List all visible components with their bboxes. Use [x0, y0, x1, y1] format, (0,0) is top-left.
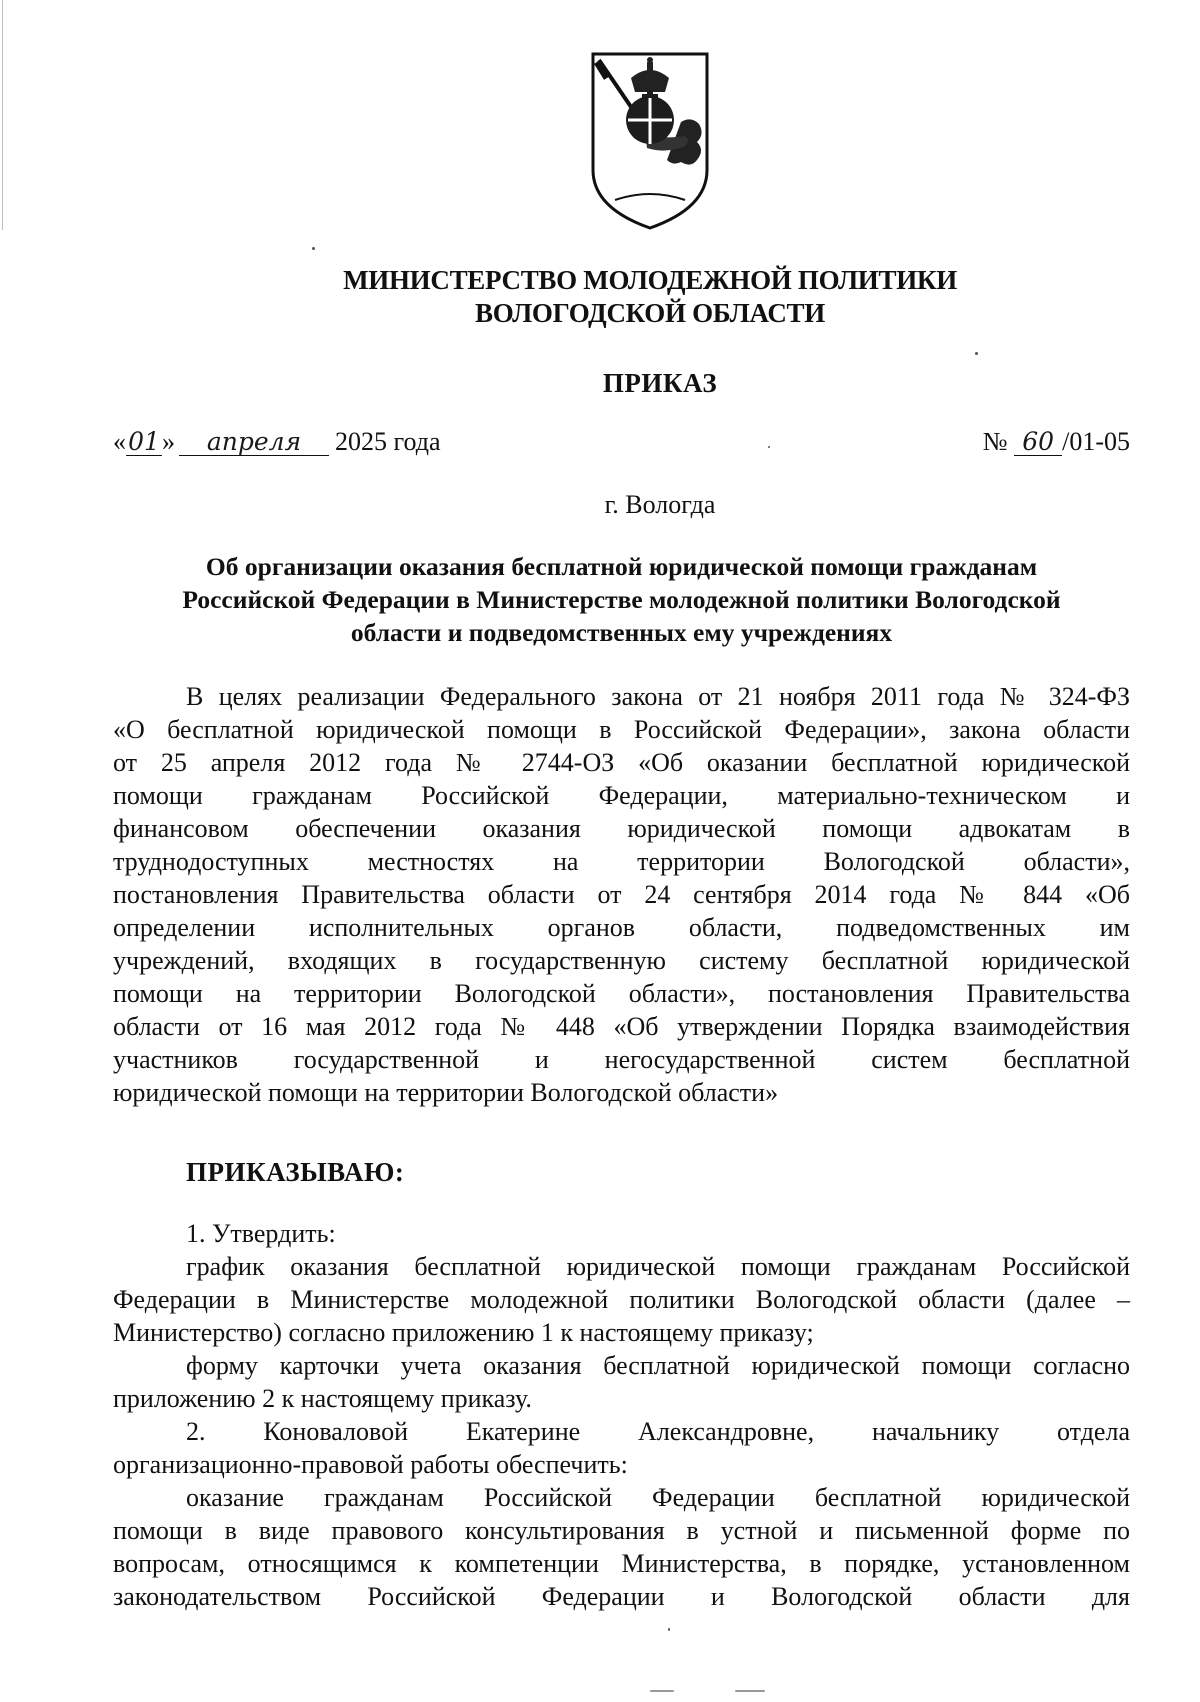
order-year: 2025 года [335, 427, 441, 456]
decree-heading: ПРИКАЗЫВАЮ: [186, 1157, 405, 1187]
body-line: форму карточки учета оказания бесплатной юридической помощи согласно [186, 1351, 1130, 1380]
preamble-line: финансовом обеспечении оказания юридической помощи адвокатам в [113, 814, 1130, 843]
body-line: Федерации в Министерстве молодежной политики Вологодской области (далее – [113, 1285, 1130, 1314]
order-day: 01 [126, 429, 162, 456]
order-number-handwritten: 60 [1014, 429, 1062, 456]
preamble-line: области от 16 мая 2012 года № 448 «Об утверждении Порядка взаимодействия [113, 1012, 1130, 1041]
order-city: г. Вологда [604, 490, 716, 519]
body-line: организационно-правовой работы обеспечить: [113, 1450, 628, 1479]
scan-speck [768, 446, 770, 448]
preamble-line: помощи на территории Вологодской области», постановления Правительства [113, 979, 1130, 1008]
scan-speck [312, 247, 315, 250]
preamble-line: В целях реализации Федерального закона от 21 ноября 2011 года № 324-ФЗ [186, 682, 1130, 711]
preamble-line: помощи гражданам Российской Федерации, материально-техническом и [113, 781, 1130, 810]
body-line: Министерство) согласно приложению 1 к настоящему приказу; [113, 1318, 814, 1347]
ministry-name-line: ВОЛОГОДСКОЙ ОБЛАСТИ [475, 298, 825, 328]
scan-speck [735, 1690, 765, 1692]
body-line: график оказания бесплатной юридической помощи гражданам Российской [186, 1252, 1130, 1281]
scan-speck [975, 352, 978, 355]
quote-open: « [113, 427, 126, 456]
scan-speck [668, 1628, 670, 1631]
body-line: 2. Коноваловой Екатерине Александровне, начальнику отдела [186, 1417, 1130, 1446]
body-line: помощи в виде правового консультирования в устной и письменной форме по [113, 1516, 1130, 1545]
coat-of-arms-icon [585, 50, 715, 235]
body-line: оказание гражданам Российской Федерации бесплатной юридической [186, 1483, 1130, 1512]
preamble-line: от 25 апреля 2012 года № 2744-ОЗ «Об оказании бесплатной юридической [113, 748, 1130, 777]
number-sign: № [982, 427, 1008, 456]
preamble-line: участников государственной и негосударственной систем бесплатной [113, 1045, 1130, 1074]
preamble-line: постановления Правительства области от 24 сентября 2014 года № 844 «Об [113, 880, 1130, 909]
quote-close: » [162, 427, 175, 456]
ministry-name [300, 264, 1000, 330]
subject-line: области и подведомственных ему учреждениях [350, 618, 893, 647]
preamble-line: труднодоступных местностях на территории Вологодской области», [113, 847, 1130, 876]
body-line: вопросам, относящимся к компетенции Министерства, в порядке, установленном [113, 1549, 1130, 1578]
preamble-line: определении исполнительных органов области, подведомственных им [113, 913, 1130, 942]
order-number [983, 427, 1130, 457]
subject-line: Об организации оказания бесплатной юридической помощи гражданам [205, 552, 1038, 581]
document-type: ПРИКАЗ [602, 368, 718, 398]
scan-edge-line [2, 0, 3, 230]
ministry-name-line: МИНИСТЕРСТВО МОЛОДЕЖНОЙ ПОЛИТИКИ [343, 265, 957, 295]
preamble-line: учреждений, входящих в государственную систему бесплатной юридической [113, 946, 1130, 975]
preamble-line: «О бесплатной юридической помощи в Российской Федерации», закона области [113, 715, 1130, 744]
scan-speck [650, 1690, 674, 1692]
body-line: приложению 2 к настоящему приказу. [113, 1384, 532, 1413]
order-subject [113, 550, 1130, 649]
order-month: апреля [179, 429, 329, 456]
body-line: 1. Утвердить: [186, 1219, 336, 1248]
preamble-line: юридической помощи на территории Вологодской области» [113, 1078, 779, 1107]
subject-line: Российской Федерации в Министерстве молодежной политики Вологодской [182, 585, 1061, 614]
body-line: законодательством Российской Федерации и Вологодской области для [113, 1582, 1130, 1611]
order-number-suffix: /01-05 [1062, 427, 1130, 456]
order-date [113, 427, 441, 457]
